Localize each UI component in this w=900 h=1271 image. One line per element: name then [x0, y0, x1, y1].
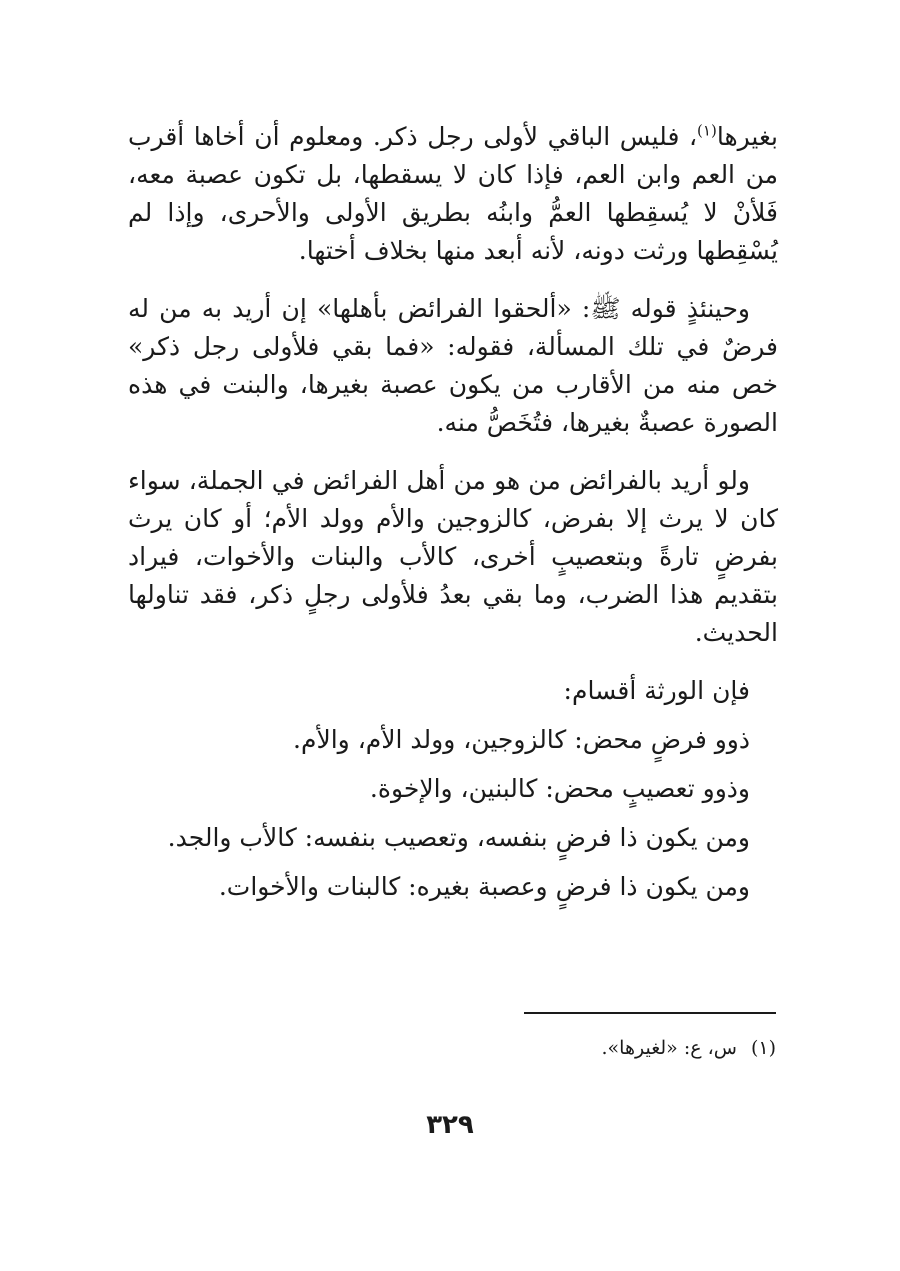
list-intro: فإن الورثة أقسام: [563, 676, 750, 705]
paragraph-1-rest: ، فليس الباقي لأولى رجل ذكر. ومعلوم أن أخاها أقرب من العم وابن العم، فإذا كان لا يسقطها، بل تكون عصبة معه، فَلأنْ لا يُسقِطها العمُّ وابنُه بطريق الأولى والأحرى، وإذا لم يُسْقِطها ورثت دونه، لأنه أبعد منها بخلاف أختها. [128, 122, 778, 265]
list-item: ومن يكون ذا فرضٍ وعصبة بغيره: كالبنات والأخوات. [218, 872, 750, 901]
footnote-number: (١) [750, 1037, 776, 1059]
list-item: ذوو فرضٍ محض: كالزوجين، وولد الأم، والأم. [293, 725, 750, 754]
page-body [128, 118, 778, 917]
paragraph-2: وحينئذٍ قوله ﷺ: «ألحقوا الفرائض بأهلها» إن أريد به من له فرضٌ في تلك المسألة، فقوله: «فما بقي فلأولى رجل ذكر» خص منه من الأقارب من يكون عصبة بغيرها، والبنت في هذه الصورة عصبةٌ بغيرها، فتُخَصُّ منه. [128, 294, 778, 437]
paragraph-1-start: بغيرها [716, 122, 778, 151]
paragraph-1 [128, 118, 778, 270]
footnote [602, 1034, 776, 1062]
paragraph-3: ولو أريد بالفرائض من هو من أهل الفرائض في الجملة، سواء كان لا يرث إلا بفرض، كالزوجين والأم وولد الأم؛ أو كان يرث بفرضٍ تارةً وبتعصيبٍ أخرى، كالأب والبنات والأخوات، فيراد بتقديم هذا الضرب، وما بقي بعدُ فلأولى رجلٍ ذكر، فقد تناولها الحديث. [128, 466, 778, 647]
list-item: ومن يكون ذا فرضٍ بنفسه، وتعصيب بنفسه: كالأب والجد. [167, 823, 750, 852]
footnote-text: س، ع: «لغيرها». [601, 1037, 737, 1059]
list-item: وذوو تعصيبٍ محض: كالبنين، والإخوة. [369, 774, 750, 803]
footnote-reference[interactable]: (١) [697, 121, 717, 140]
footnote-divider [524, 1012, 776, 1014]
heirs-list [128, 721, 778, 906]
page-number: ٣٢٩ [426, 1110, 474, 1140]
